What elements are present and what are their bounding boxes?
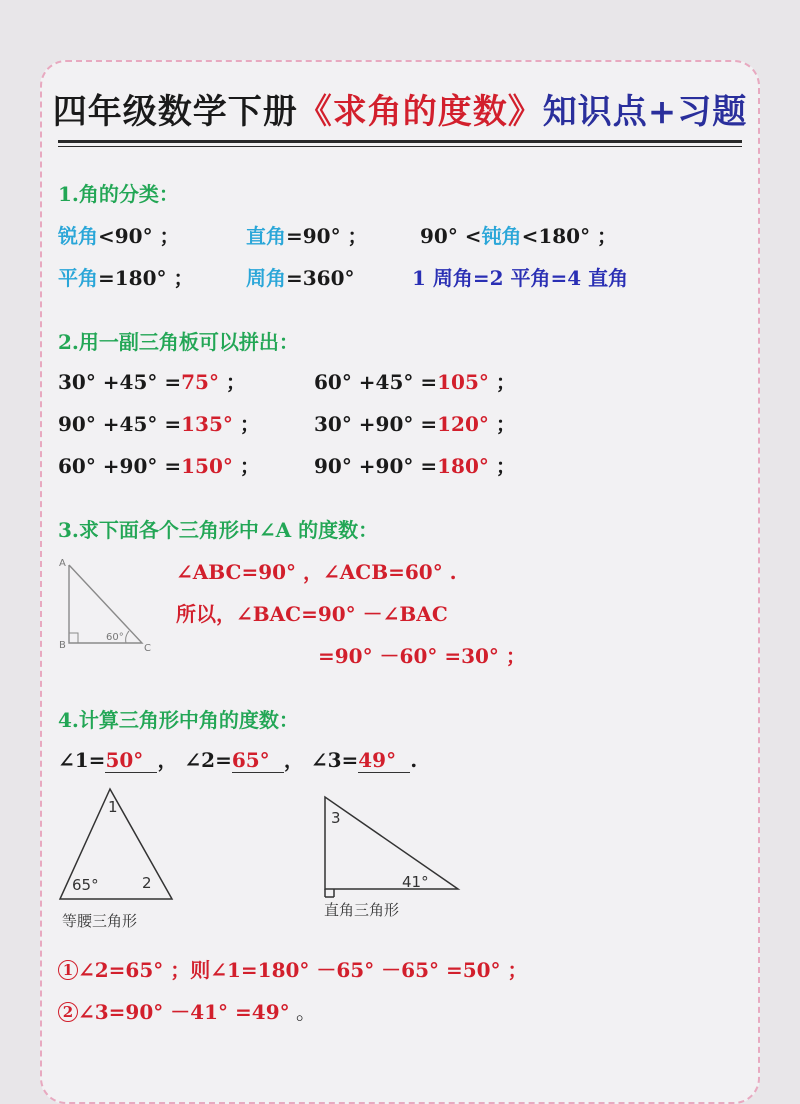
isosceles-caption: 等腰三角形 [62,912,138,930]
title-rule-thin [58,146,742,147]
s3-therefore: 所以，∠BAC=90° －∠BAC [176,602,448,626]
combo-row1-b: 60° +45° =105° ； [314,370,516,394]
vertex-a-label: A [59,558,66,569]
title-part3: 知识点+习题 [542,92,748,132]
section4-heading: 4.计算三角形中角的度数： [58,708,299,732]
combo-row3-b: 90° +90° =180° ； [314,454,516,478]
combo-row2-a: 90° +45° =135° ； [58,412,260,436]
angle-65-label: 65° [72,876,99,894]
page-title [0,84,800,133]
angle1-label: 1 [108,798,118,816]
answer2-blank: 65° [232,748,284,773]
combo-row3-a: 60° +90° =150° ； [58,454,260,478]
combo-row1-a: 30° +45° =75° ； [58,370,246,394]
angle3-label: 3 [331,809,341,827]
straight-angle-def: 平角=180° ； [58,266,194,290]
right-triangle-abc-figure [56,553,160,653]
angle-c-label: 60° [106,632,124,643]
title-part1: 四年级数学下册 [52,92,298,132]
right-triangle-figure [318,793,468,921]
s3-result: =90° －60° =30° ； [318,644,526,668]
s3-given: ∠ABC=90° ，∠ACB=60° . [176,560,457,584]
solution-1: 1 ∠2=65° ；则∠1=180° －65° －65° =50° ； [58,954,528,983]
section3-heading: 3.求下面各个三角形中∠A 的度数： [58,518,379,542]
angle2-label: 2 [142,874,152,892]
full-angle-def: 周角=360° [246,266,355,290]
right-triangle-caption: 直角三角形 [324,901,400,919]
s4-answers: ∠1=50° ， ∠2=65° ， ∠3=49° . [58,748,418,772]
vertex-b-label: B [59,640,66,651]
section1-heading: 1.角的分类： [58,182,179,206]
solution-2: 2 ∠3=90° －41° =49° 。 [58,996,316,1025]
vertex-c-label: C [144,643,151,653]
angle-relation: 1 周角=2 平角=4 直角 [412,266,629,290]
title-rule-thick [58,140,742,143]
right-angle-def: 直角=90° ； [246,224,368,248]
acute-angle-def: 锐角<90° ； [58,224,180,248]
answer3-blank: 49° [358,748,410,773]
answer1-blank: 50° [105,748,157,773]
isosceles-triangle-figure [54,786,184,936]
combo-row2-b: 30° +90° =120° ； [314,412,516,436]
angle-41-label: 41° [402,873,429,891]
title-part2: 《求角的度数》 [297,92,543,132]
obtuse-angle-def: 90° <钝角<180° ； [420,224,618,248]
section2-heading: 2.用一副三角板可以拼出： [58,330,299,354]
